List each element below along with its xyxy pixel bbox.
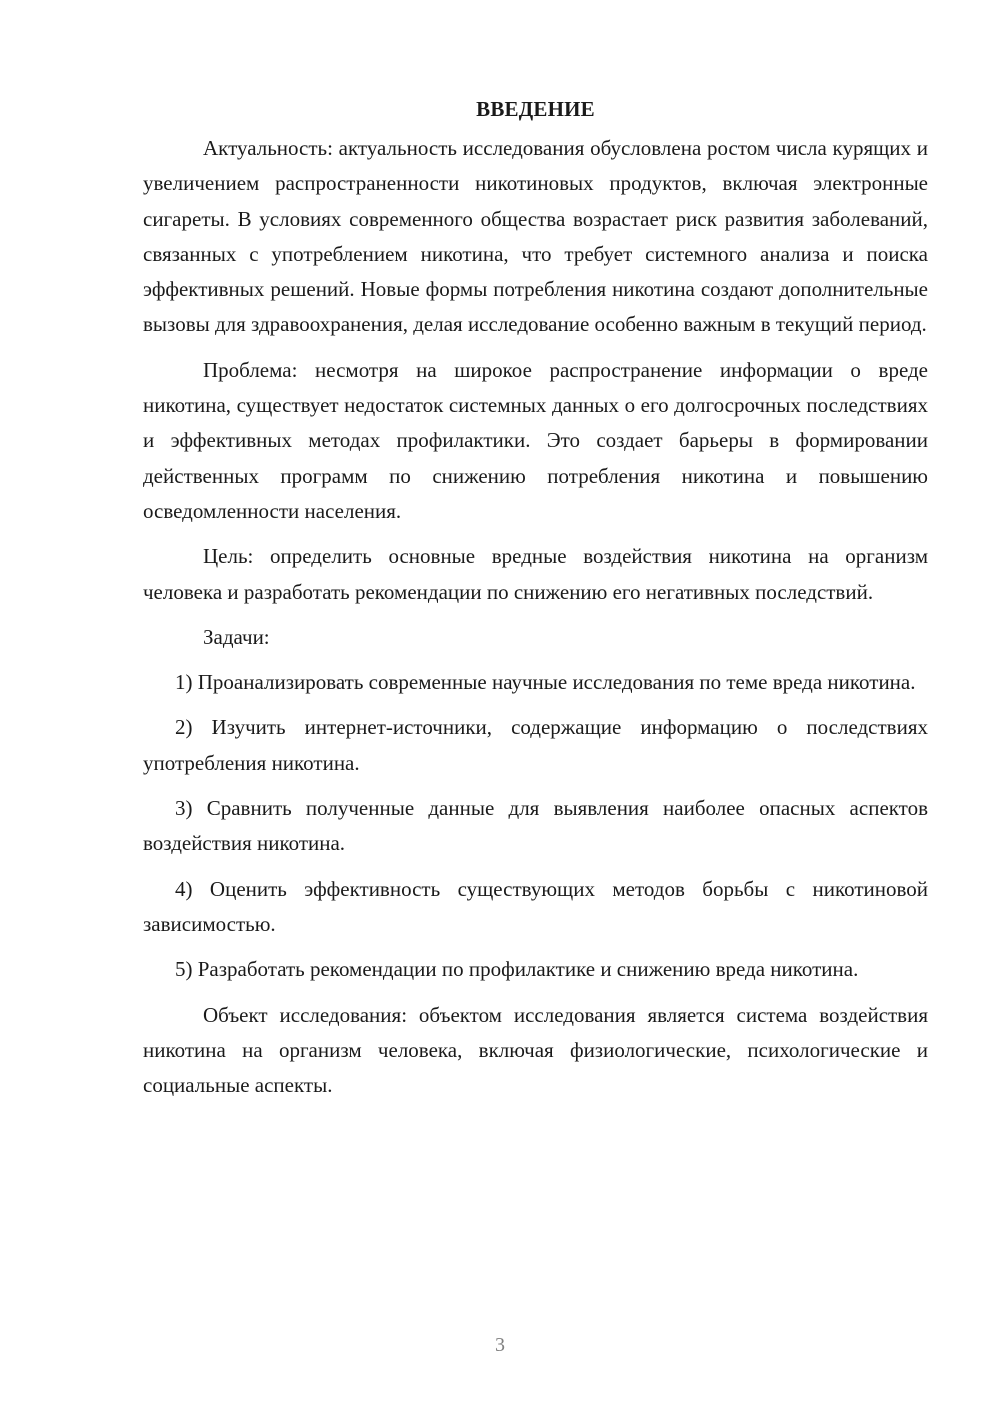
section-title: ВВЕДЕНИЕ — [476, 97, 595, 121]
paragraph-goal: Цель: определить основные вредные воздействия никотина на организм человека и разработать рекомендации по снижению его негативных последствий. — [143, 544, 928, 604]
tasks-heading: Задачи: — [203, 624, 270, 649]
task-item: 5) Разработать рекомендации по профилактике и снижению вреда никотина. — [175, 957, 859, 982]
page-number: 3 — [495, 1334, 505, 1356]
task-item: 3) Сравнить полученные данные для выявления наиболее опасных аспектов воздействия никотина. — [143, 796, 928, 856]
paragraph-problem: Проблема: несмотря на широкое распространение информации о вреде никотина, существует недостаток системных данных о его долгосрочных последствиях и эффективных методах профилактики. Это создает барьеры в формировании действенных программ по снижению потребления никотина и повышению осведомленности населения. — [143, 357, 928, 523]
paragraph-object: Объект исследования: объектом исследования является система воздействия никотина на организм человека, включая физиологические, психологические и социальные аспекты. — [143, 1002, 928, 1098]
document-page — [143, 92, 928, 1113]
task-item: 4) Оценить эффективность существующих методов борьбы с никотиновой зависимостью. — [143, 876, 928, 936]
paragraph-relevance: Актуальность: актуальность исследования обусловлена ростом числа курящих и увеличением распространенности никотиновых продуктов, включая электронные сигареты. В условиях современного общества возрастает риск развития заболеваний, связанных с употреблением никотина, что требует системного анализа и поиска эффективных решений. Новые формы потребления никотина создают дополнительные вызовы для здравоохранения, делая исследование особенно важным в текущий период. — [143, 136, 928, 337]
task-item: 1) Проанализировать современные научные исследования по теме вреда никотина. — [175, 670, 916, 695]
task-item: 2) Изучить интернет-источники, содержащие информацию о последствиях употребления никотина. — [143, 715, 928, 775]
